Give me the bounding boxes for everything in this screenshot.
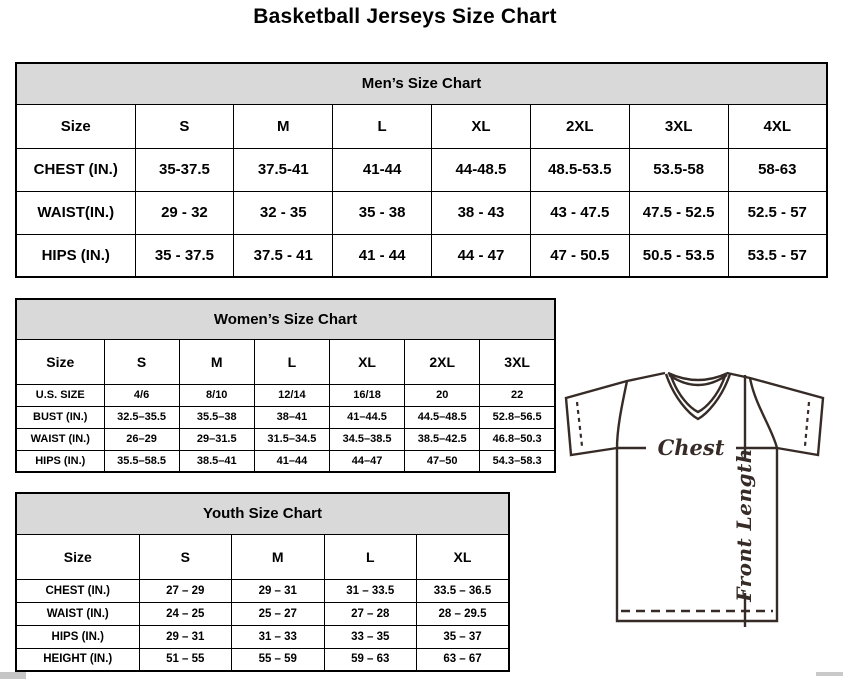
mens-value-cell: 35 - 38 (333, 191, 432, 234)
youth-value-cell: 35 – 37 (417, 625, 510, 648)
womens-value-cell: 47–50 (405, 450, 480, 472)
womens-size-column-header: 2XL (405, 339, 480, 384)
womens-size-column-header: S (104, 339, 179, 384)
mens-value-cell: 32 - 35 (234, 191, 333, 234)
womens-value-cell: 29–31.5 (179, 428, 254, 450)
mens-measurement-row (16, 148, 827, 191)
womens-value-cell: 26–29 (104, 428, 179, 450)
youth-row-label: CHEST (IN.) (16, 579, 139, 602)
youth-measurement-row (16, 602, 509, 625)
youth-value-cell: 33.5 – 36.5 (417, 579, 510, 602)
womens-value-cell: 4/6 (104, 384, 179, 406)
womens-measurement-row (16, 406, 555, 428)
jersey-measurement-diagram (558, 360, 843, 662)
youth-value-cell: 24 – 25 (139, 602, 232, 625)
youth-value-cell: 33 – 35 (324, 625, 417, 648)
womens-size-column-header: 3XL (480, 339, 555, 384)
page-title: Basketball Jerseys Size Chart (253, 5, 557, 28)
mens-row-label: HIPS (IN.) (16, 234, 135, 277)
youth-value-cell: 29 – 31 (139, 625, 232, 648)
womens-value-cell: 44.5–48.5 (405, 406, 480, 428)
womens-row-label: WAIST (IN.) (16, 428, 104, 450)
youth-value-cell: 59 – 63 (324, 648, 417, 671)
right-armhole-seam (750, 378, 777, 448)
youth-measurement-row (16, 648, 509, 671)
mens-size-column-header: XL (432, 104, 531, 148)
mens-value-cell: 37.5-41 (234, 148, 333, 191)
youth-value-cell: 28 – 29.5 (417, 602, 510, 625)
womens-measurement-row (16, 384, 555, 406)
womens-size-chart-table (15, 298, 556, 473)
womens-value-cell: 44–47 (329, 450, 404, 472)
mens-value-cell: 52.5 - 57 (728, 191, 827, 234)
mens-value-cell: 44 - 47 (432, 234, 531, 277)
mens-value-cell: 47.5 - 52.5 (629, 191, 728, 234)
mens-value-cell: 29 - 32 (135, 191, 234, 234)
mens-value-cell: 38 - 43 (432, 191, 531, 234)
womens-measurement-row (16, 450, 555, 472)
youth-size-chart-table (15, 492, 510, 672)
womens-row-label: HIPS (IN.) (16, 450, 104, 472)
mens-table-title: Men’s Size Chart (16, 63, 827, 104)
front-length-label: Front Length (732, 448, 756, 602)
vertical-scrollbar-fragment[interactable] (816, 672, 843, 676)
womens-value-cell: 22 (480, 384, 555, 406)
left-armhole-seam (617, 381, 627, 448)
womens-value-cell: 41–44 (254, 450, 329, 472)
mens-value-cell: 43 - 47.5 (530, 191, 629, 234)
youth-value-cell: 27 – 28 (324, 602, 417, 625)
youth-row-label: WAIST (IN.) (16, 602, 139, 625)
youth-value-cell: 31 – 33 (232, 625, 325, 648)
right-cuff-dashed-seam (805, 402, 809, 446)
youth-value-cell: 27 – 29 (139, 579, 232, 602)
youth-value-cell: 51 – 55 (139, 648, 232, 671)
womens-value-cell: 38.5–42.5 (405, 428, 480, 450)
womens-row-label: BUST (IN.) (16, 406, 104, 428)
mens-value-cell: 53.5 - 57 (728, 234, 827, 277)
youth-corner-header: Size (16, 534, 139, 579)
youth-size-column-header: M (232, 534, 325, 579)
mens-size-column-header: S (135, 104, 234, 148)
womens-value-cell: 31.5–34.5 (254, 428, 329, 450)
youth-measurement-row (16, 625, 509, 648)
womens-value-cell: 38–41 (254, 406, 329, 428)
youth-value-cell: 55 – 59 (232, 648, 325, 671)
mens-value-cell: 48.5-53.5 (530, 148, 629, 191)
womens-size-column-header: XL (329, 339, 404, 384)
womens-size-column-header: M (179, 339, 254, 384)
womens-value-cell: 52.8–56.5 (480, 406, 555, 428)
womens-value-cell: 54.3–58.3 (480, 450, 555, 472)
mens-size-chart-table (15, 62, 828, 278)
mens-measurement-row (16, 191, 827, 234)
mens-value-cell: 50.5 - 53.5 (629, 234, 728, 277)
mens-size-column-header: 3XL (629, 104, 728, 148)
horizontal-scrollbar-thumb-left[interactable] (0, 672, 26, 679)
jersey-outline-icon (558, 360, 843, 662)
womens-row-label: U.S. SIZE (16, 384, 104, 406)
mens-value-cell: 37.5 - 41 (234, 234, 333, 277)
mens-measurement-row (16, 234, 827, 277)
mens-value-cell: 41-44 (333, 148, 432, 191)
youth-size-column-header: L (324, 534, 417, 579)
youth-value-cell: 25 – 27 (232, 602, 325, 625)
mens-value-cell: 53.5-58 (629, 148, 728, 191)
mens-value-cell: 58-63 (728, 148, 827, 191)
womens-value-cell: 46.8–50.3 (480, 428, 555, 450)
womens-value-cell: 41–44.5 (329, 406, 404, 428)
mens-size-column-header: L (333, 104, 432, 148)
left-cuff-dashed-seam (577, 402, 582, 446)
mens-size-column-header: 2XL (530, 104, 629, 148)
mens-value-cell: 47 - 50.5 (530, 234, 629, 277)
youth-measurement-row (16, 579, 509, 602)
youth-size-column-header: S (139, 534, 232, 579)
youth-value-cell: 31 – 33.5 (324, 579, 417, 602)
mens-value-cell: 35-37.5 (135, 148, 234, 191)
womens-measurement-row (16, 428, 555, 450)
womens-value-cell: 32.5–35.5 (104, 406, 179, 428)
womens-value-cell: 35.5–38 (179, 406, 254, 428)
womens-value-cell: 34.5–38.5 (329, 428, 404, 450)
womens-value-cell: 12/14 (254, 384, 329, 406)
mens-size-column-header: 4XL (728, 104, 827, 148)
womens-corner-header: Size (16, 339, 104, 384)
mens-row-label: WAIST(IN.) (16, 191, 135, 234)
womens-size-header-row (16, 339, 555, 384)
womens-value-cell: 35.5–58.5 (104, 450, 179, 472)
chest-label: Chest (657, 435, 725, 460)
youth-row-label: HIPS (IN.) (16, 625, 139, 648)
youth-table-title: Youth Size Chart (16, 493, 509, 534)
womens-value-cell: 16/18 (329, 384, 404, 406)
mens-row-label: CHEST (IN.) (16, 148, 135, 191)
mens-size-header-row (16, 104, 827, 148)
womens-value-cell: 38.5–41 (179, 450, 254, 472)
womens-value-cell: 8/10 (179, 384, 254, 406)
youth-size-column-header: XL (417, 534, 510, 579)
mens-value-cell: 41 - 44 (333, 234, 432, 277)
womens-value-cell: 20 (405, 384, 480, 406)
mens-size-column-header: M (234, 104, 333, 148)
mens-corner-header: Size (16, 104, 135, 148)
youth-value-cell: 63 – 67 (417, 648, 510, 671)
mens-value-cell: 35 - 37.5 (135, 234, 234, 277)
mens-value-cell: 44-48.5 (432, 148, 531, 191)
youth-value-cell: 29 – 31 (232, 579, 325, 602)
youth-size-header-row (16, 534, 509, 579)
youth-row-label: HEIGHT (IN.) (16, 648, 139, 671)
womens-size-column-header: L (254, 339, 329, 384)
womens-table-title: Women’s Size Chart (16, 299, 555, 339)
